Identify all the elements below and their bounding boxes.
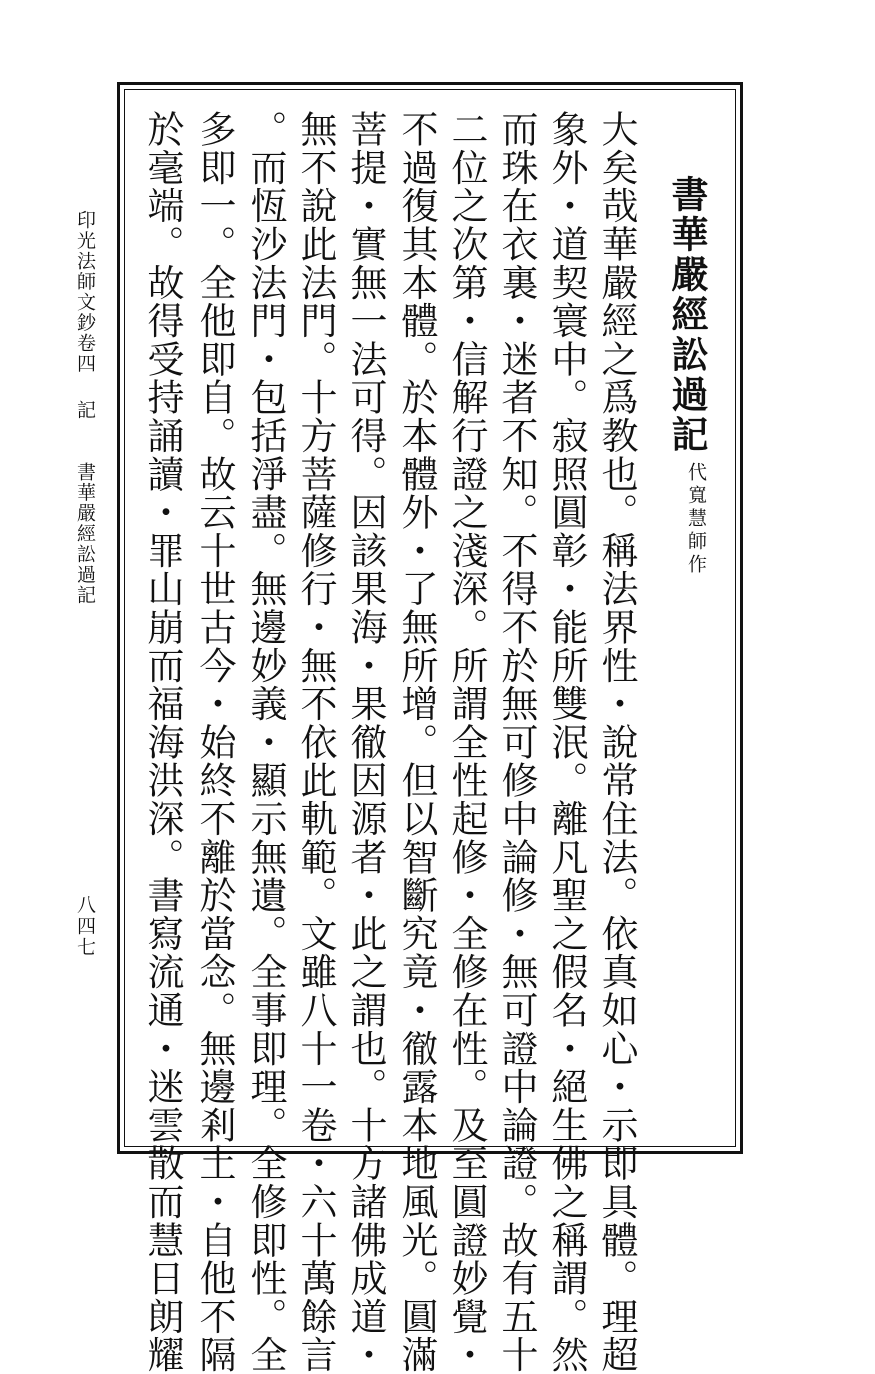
page-number: 八四七 [74, 895, 96, 958]
text-column: 二位之次第・信解行證之淺深。所謂全性起修・全修在性。及至圓證妙覺・ [445, 110, 488, 1374]
text-column: 大矣哉華嚴經之爲教也。稱法界性・說常住法。依真如心・示即具體。理超 [595, 110, 638, 1374]
essay-title: 書華嚴經訟過記 [665, 175, 709, 455]
text-column: 於毫端。故得受持誦讀・罪山崩而福海洪深。書寫流通・迷雲散而慧日朗耀 [141, 110, 184, 1374]
essay-byline: 代寬慧師作 [685, 462, 707, 577]
text-column: 象外・道契寰中。寂照圓彰・能所雙泯。離凡聖之假名・絕生佛之稱謂。然 [545, 110, 588, 1374]
text-column: 而珠在衣裏・迷者不知。不得不於無可修中論修・無可證中論證。故有五十 [495, 110, 538, 1374]
text-column: 無不說此法門。十方菩薩修行・無不依此軌範。文雖八十一卷・六十萬餘言 [294, 110, 337, 1374]
section-label: 記 [74, 400, 96, 421]
chapter-title-margin: 書華嚴經訟過記 [74, 462, 96, 606]
text-column: 菩提・實無一法可得。因該果海・果徹因源者・此之謂也。十方諸佛成道・ [344, 110, 387, 1374]
book-title-margin: 印光法師文鈔卷四 [74, 210, 96, 374]
text-column: 。而恆沙法門・包括淨盡。無邊妙義・顯示無遺。全事即理。全修即性。全 [244, 110, 287, 1374]
text-column: 多即一。全他即自。故云十世古今・始終不離於當念。無邊剎土・自他不隔 [193, 110, 236, 1374]
text-column: 不過復其本體。於本體外・了無所增。但以智斷究竟・徹露本地風光。圓滿 [395, 110, 438, 1374]
